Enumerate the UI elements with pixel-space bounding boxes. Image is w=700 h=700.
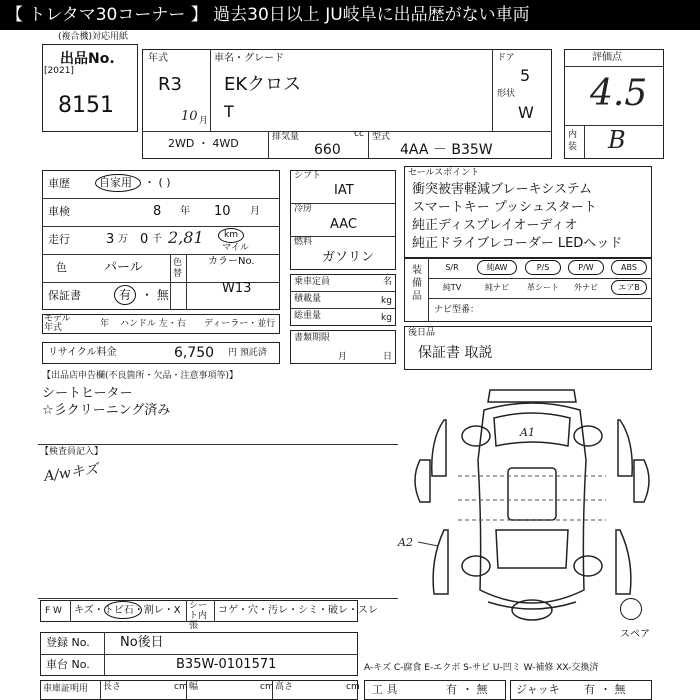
score-value: 4.5 xyxy=(590,73,648,114)
mileage-man-unit: 万 xyxy=(118,234,128,245)
navi-model-label: ナビ型番： xyxy=(434,305,480,315)
mileage-hand: 2,81 xyxy=(168,228,204,247)
chassis-value: B35W-0101571 xyxy=(176,657,277,672)
height-label: 高さ xyxy=(275,682,294,692)
mileage-unit-km: km xyxy=(224,230,238,240)
color-no-label: カラーNo. xyxy=(208,256,255,267)
mileage-unit-mile: マイル xyxy=(222,243,249,253)
color-label: 色 xyxy=(56,261,67,274)
displacement-value: 660 xyxy=(314,142,341,158)
inspection-label: 車検 xyxy=(48,205,70,218)
tools-no: ・ 無 xyxy=(462,683,488,696)
year-month: 10 xyxy=(181,109,198,124)
spare-tire-icon xyxy=(620,598,642,620)
damage-diagram xyxy=(400,380,664,630)
inspection-year-unit: 年 xyxy=(180,206,190,217)
repaint-label: 色替 xyxy=(173,258,183,279)
capacity-label: 乗車定員 xyxy=(294,277,331,287)
seller-note-line: シートヒーター xyxy=(42,386,133,401)
damage-legend: A-キズ C-腐食 E-エクボ S-サビ U-凹ミ W-補修 XX-交換済 xyxy=(364,663,599,673)
seller-notes-label: 【出品店申告欄(不良箇所・欠品・注意事項等)】 xyxy=(42,371,239,381)
inspection-year: 8 xyxy=(153,204,162,219)
fw-circle xyxy=(104,601,142,619)
fw-damage-types: キズ・トビ石・割レ・X xyxy=(74,605,181,616)
doors-value: 5 xyxy=(520,66,531,85)
aircon-label: 冷房 xyxy=(294,204,313,214)
seller-note-line: ☆彡クリーニング済み xyxy=(42,403,171,418)
displacement-label: 排気量 xyxy=(272,132,300,142)
displacement-unit: cc xyxy=(354,129,364,139)
mileage-man: 3 xyxy=(106,232,115,247)
recycle-label: リサイクル料金 xyxy=(48,347,117,358)
history-value: 自家用 xyxy=(99,176,132,189)
model-label: 車名・グレード xyxy=(214,53,284,64)
tools-label: 工 具 xyxy=(372,683,398,696)
after-docs-label: 後日品 xyxy=(408,328,436,338)
inspection-month-unit: 月 xyxy=(250,206,260,217)
after-docs-value: 保証書 取説 xyxy=(418,345,493,361)
spare-label: スペア xyxy=(620,629,650,640)
year-label: 年式 xyxy=(148,53,168,64)
aircon-value: AAC xyxy=(330,217,357,232)
body-type-value: W xyxy=(518,103,534,122)
equip-power-steering: P/S xyxy=(525,260,561,275)
width-unit: cm xyxy=(260,682,274,692)
load-label: 積載量 xyxy=(294,294,322,304)
interior-value: B xyxy=(608,126,626,154)
registration-value: No後日 xyxy=(120,635,164,650)
weight-label: 総重量 xyxy=(294,311,322,321)
fuel-value: ガソリン xyxy=(322,250,375,265)
length-unit: cm xyxy=(174,682,188,692)
mileage-thousand: 0 xyxy=(140,232,149,247)
inspection-month: 10 xyxy=(214,204,231,219)
color-value: パール xyxy=(104,260,143,275)
history-label: 車歴 xyxy=(48,177,70,190)
first-reg-day: 日 xyxy=(383,352,393,362)
equip-power-window: P/W xyxy=(568,260,604,275)
length-label: 長さ xyxy=(103,682,122,692)
model-name: EKクロス xyxy=(224,74,302,95)
width-label: 幅 xyxy=(189,682,199,692)
interior-label: 内装 xyxy=(568,130,578,152)
recycle-unit: 円 預託済 xyxy=(228,348,267,358)
lot-label: 出品No. xyxy=(60,51,115,67)
header-note: (複合機)対応用紙 xyxy=(58,32,129,42)
equip-sunroof: S/R xyxy=(445,263,459,272)
equip-alloy-wheel: 純AW xyxy=(477,260,517,275)
equip-external-navi: 外ナビ xyxy=(574,283,598,292)
year-month-unit: 月 xyxy=(199,116,209,126)
body-type-label: 形状 xyxy=(497,89,516,99)
recycle-value: 6,750 xyxy=(174,345,215,361)
dealer-type: ディーラー・並行 xyxy=(204,319,276,329)
shift-label: シフト xyxy=(294,171,322,181)
first-reg-label: 書類期限 xyxy=(294,333,331,343)
shift-value: IAT xyxy=(334,183,354,198)
score-label: 評価点 xyxy=(592,52,622,63)
sales-point-line: 純正ディスプレイオーディオ xyxy=(412,218,578,233)
damage-mark-top: A1 xyxy=(520,426,535,439)
jack-no: ・ 無 xyxy=(600,683,626,696)
equip-leather-seat: 革シート xyxy=(527,283,559,292)
color-no-value: W13 xyxy=(222,281,252,296)
sales-points-label: セールスポイント xyxy=(408,168,480,178)
load-unit: kg xyxy=(381,296,392,306)
garage-cert-label: 車庫証明用 xyxy=(43,684,89,694)
drive-type: 2WD ・ 4WD xyxy=(168,137,239,150)
registration-label: 登録 No. xyxy=(46,636,90,649)
doors-label: ドア xyxy=(497,53,515,63)
height-unit: cm xyxy=(346,682,360,692)
model-grade: T xyxy=(224,102,234,121)
model-year-label: モデル年式 xyxy=(44,314,71,333)
weight-unit: kg xyxy=(381,313,392,323)
warranty-yes: 有 xyxy=(119,288,132,302)
warranty-no: ・ 無 xyxy=(141,288,169,302)
inspector-handwriting: A/wキズ xyxy=(43,461,100,485)
jack-yes: 有 xyxy=(584,683,595,696)
equipment-label: 装備品 xyxy=(412,265,422,302)
capacity-unit: 名 xyxy=(383,277,393,287)
model-code-value: 4AA － B35W xyxy=(400,142,493,158)
seat-label: シート内張 xyxy=(189,601,208,631)
page-banner: 【 トレタマ30コーナー 】 過去30日以上 JU岐阜に出品歴がない車両 xyxy=(0,0,700,30)
fw-label: F W xyxy=(45,606,62,616)
damage-mark-left: A2 xyxy=(398,536,413,549)
tools-yes: 有 xyxy=(446,683,457,696)
sales-point-line: スマートキー プッシュスタート xyxy=(412,200,597,215)
year-era: R3 xyxy=(158,74,182,95)
mileage-label: 走行 xyxy=(48,233,70,246)
equip-airbag: エアB xyxy=(611,280,647,295)
warranty-label: 保証書 xyxy=(48,289,81,302)
equip-navi: 純ナビ xyxy=(485,283,509,292)
equip-abs: ABS xyxy=(611,260,647,275)
equip-tv: 純TV xyxy=(442,283,462,292)
handle-side: ハンドル 左・右 xyxy=(120,319,186,329)
model-code-label: 型式 xyxy=(372,132,391,142)
jack-label: ジャッキ xyxy=(516,683,560,696)
history-rest: ・ ( ) xyxy=(144,176,171,189)
inspector-label: 【検査員記入】 xyxy=(40,447,104,457)
lot-year-stamp: [2021] xyxy=(44,66,74,76)
model-year-unit: 年 xyxy=(100,319,110,329)
mileage-thousand-unit: 千 xyxy=(152,234,162,245)
fuel-label: 燃料 xyxy=(294,237,313,247)
chassis-label: 車台 No. xyxy=(46,658,90,671)
sales-point-line: 衝突被害軽減ブレーキシステム xyxy=(412,182,593,197)
seat-damage-types: コゲ・穴・汚レ・シミ・破レ・スレ xyxy=(218,605,378,616)
lot-number: 8151 xyxy=(58,93,114,118)
first-reg-unit: 月 xyxy=(338,352,348,362)
sales-point-line: 純正ドライブレコーダー LEDヘッド xyxy=(412,236,623,251)
